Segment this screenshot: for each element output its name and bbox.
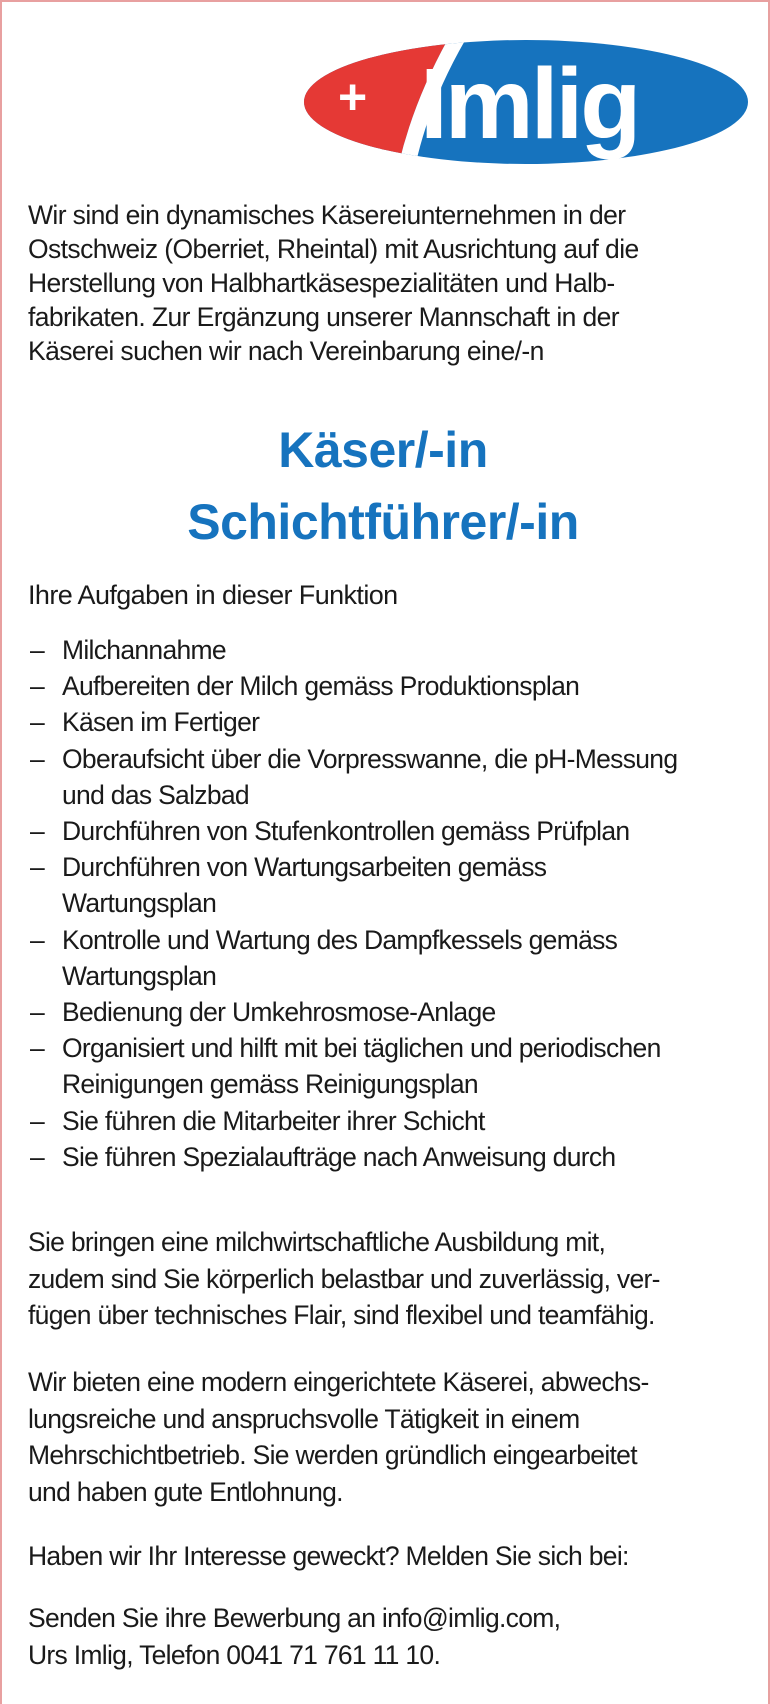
bullet-dash: – [30, 1105, 45, 1136]
job-title [28, 414, 738, 558]
task-item [28, 632, 748, 668]
task-item [28, 1139, 748, 1175]
bullet-dash: – [30, 1141, 45, 1172]
intro-line: Käserei suchen wir nach Vereinbarung eine/-n [28, 336, 544, 366]
paragraph-line: Wir bieten eine modern eingerichtete Käserei, abwechs- [28, 1367, 649, 1397]
task-text: Bedienung der Umkehrosmose-Anlage [62, 997, 496, 1028]
paragraph-line: fügen über technisches Flair, sind flexibel und teamfähig. [28, 1300, 655, 1330]
intro-line: fabrikaten. Zur Ergänzung unserer Mannschaft in der [28, 302, 620, 332]
intro-line: Herstellung von Halbhartkäsespezialitäten und Halb- [28, 268, 615, 298]
task-text: Oberaufsicht über die Vorpresswanne, die pH-Messung [62, 743, 678, 774]
bullet-dash: – [30, 635, 45, 665]
task-item [28, 668, 748, 704]
bullet-dash: – [30, 707, 45, 738]
intro-paragraph [28, 198, 738, 368]
task-item [28, 922, 748, 994]
logo-cross-icon: + [338, 69, 368, 125]
paragraph-line: Sie bringen eine milchwirtschaftliche Ausbildung mit, [28, 1227, 606, 1257]
task-text: Sie führen Spezialaufträge nach Anweisung durch [62, 1141, 616, 1172]
job-title-line-1: Käser/-in [278, 422, 488, 478]
intro-line: Ostschweiz (Oberriet, Rheintal) mit Ausrichtung auf die [28, 234, 639, 264]
paragraph-line: Mehrschichtbetrieb. Sie werden gründlich eingearbeitet [28, 1440, 637, 1470]
bullet-dash: – [30, 743, 45, 774]
task-text: Kontrolle und Wartung des Dampfkessels gemäss [62, 924, 618, 955]
bullet-dash: – [30, 852, 45, 883]
task-text-continuation: Wartungsplan [62, 960, 217, 991]
paragraph-line: lungsreiche und anspruchsvolle Tätigkeit in einem [28, 1403, 580, 1434]
task-item [28, 741, 748, 813]
requirements-paragraph [28, 1224, 748, 1334]
task-text-continuation: Reinigungen gemäss Reinigungsplan [62, 1069, 478, 1100]
bullet-dash: – [30, 924, 45, 955]
contact-line-phone: Urs Imlig, Telefon 0041 71 761 11 10. [28, 1639, 441, 1670]
task-item [28, 1030, 748, 1102]
task-text: Sie führen die Mitarbeiter ihrer Schicht [62, 1105, 485, 1136]
task-item [28, 813, 748, 849]
contact-paragraph [28, 1600, 748, 1673]
bullet-dash: – [30, 1033, 45, 1064]
task-text: Organisiert und hilft mit bei täglichen und periodischen [62, 1033, 661, 1064]
task-text: Durchführen von Wartungsarbeiten gemäss [62, 852, 547, 883]
bullet-dash: – [30, 997, 45, 1028]
task-text: Käsen im Fertiger [62, 707, 260, 738]
offer-paragraph [28, 1364, 748, 1510]
task-item [28, 1103, 748, 1139]
bullet-dash: – [30, 671, 45, 702]
task-item [28, 849, 748, 921]
imlig-logo [302, 32, 750, 172]
task-item [28, 994, 748, 1030]
interest-paragraph [28, 1538, 748, 1575]
tasks-list [28, 632, 748, 1175]
paragraph-line: Haben wir Ihr Interesse geweckt? Melden Sie sich bei: [28, 1541, 629, 1571]
paragraph-line: zudem sind Sie körperlich belastbar und zuverlässig, ver- [28, 1263, 660, 1294]
intro-line: Wir sind ein dynamisches Käsereiunternehmen in der [28, 200, 626, 230]
paragraph-line: und haben gute Entlohnung. [28, 1476, 343, 1507]
bullet-dash: – [30, 816, 45, 847]
task-text-continuation: Wartungsplan [62, 888, 217, 919]
task-text: Aufbereiten der Milch gemäss Produktionsplan [62, 671, 580, 702]
tasks-heading: Ihre Aufgaben in dieser Funktion [28, 580, 398, 610]
job-title-line-2: Schichtführer/-in [187, 494, 579, 550]
task-text: Durchführen von Stufenkontrollen gemäss Prüfplan [62, 816, 630, 847]
logo-wordmark: Imlig [420, 48, 639, 160]
task-text: Milchannahme [62, 635, 226, 665]
task-text-continuation: und das Salzbad [62, 779, 249, 810]
task-item [28, 704, 748, 740]
contact-line-email: Senden Sie ihre Bewerbung an info@imlig.com, [28, 1603, 561, 1633]
